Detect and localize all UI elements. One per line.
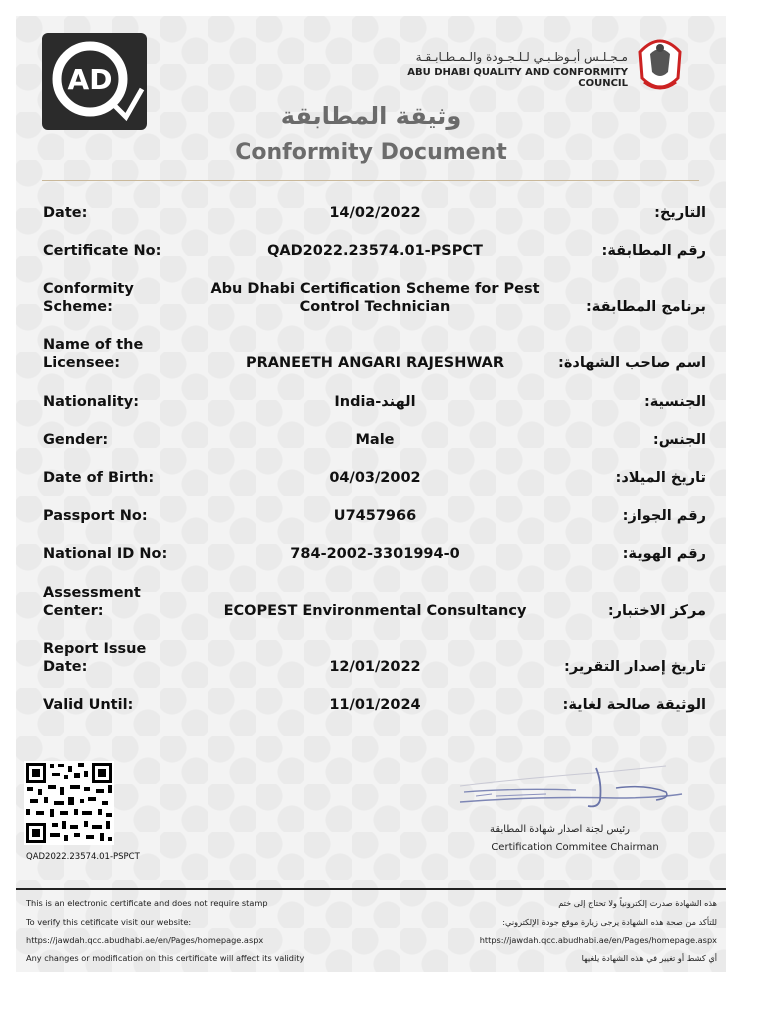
field-label-ar: رقم الجواز: [622,508,706,524]
field-value-scheme: Abu Dhabi Certification Scheme for Pest Control Technician [210,281,540,315]
council-name-en: ABU DHABI QUALITY AND CONFORMITY COUNCIL [407,67,628,89]
field-value-passport: U7457966 [333,508,417,524]
field-label: Date of Birth: [43,470,155,486]
chairman-title-en: Certification Commitee Chairman [491,842,659,853]
footer-note-ar: هذه الشهادة صدرت إلكترونياً ولا تحتاج إلى ختم [558,898,717,908]
field-label: Nationality: [43,394,140,410]
field-label-ar: رقم المطابقة: [601,243,706,259]
footer-note: To verify this cetificate visit our website: [26,917,192,927]
field-label: Certificate No: [43,243,162,259]
field-label-ar: الوثيقة صالحة لغاية: [562,697,706,713]
field-label: Valid Until: [43,697,134,713]
footer-note-ar: أي كشط أو تغيير في هذه الشهادة يلغيها [581,953,717,963]
chairman-title-ar: رئيس لجنة اصدار شهادة المطابقة [490,824,630,835]
document-title-ar: وثيقة المطابقة [280,102,462,130]
field-label-ar: رقم الهوية: [622,546,706,562]
footer-note: Any changes or modification on this certificate will affect its validity [26,953,305,963]
qr-code [24,761,114,845]
field-label-ar: مركز الاختبار: [607,603,706,619]
field-label: Assessment Center: [43,585,141,619]
header-divider [42,180,699,181]
footer-note: This is an electronic certificate and does not require stamp [26,898,268,908]
council-name-ar: مـجـلـس أبـوظـبـي لـلـجـودة والـمـطـابـقـة [415,50,628,64]
field-label: National ID No: [43,546,168,562]
chairman-signature [456,758,686,818]
footer-verify-link-ar[interactable]: https://jawdah.qcc.abudhabi.ae/en/Pages/homepage.aspx [479,935,717,945]
document-title-en: Conformity Document [235,140,507,165]
field-label: Date: [43,205,88,221]
footer-note-ar: للتأكد من صحة هذه الشهادة يرجى زيارة موقع جودة الإلكتروني: [502,917,717,927]
field-value-dob: 04/03/2002 [329,470,421,486]
field-label-ar: التاريخ: [654,205,706,221]
abu-dhabi-emblem-icon [634,32,686,98]
logo-text: AD [67,63,113,96]
field-value-valid-until: 11/01/2024 [329,697,421,713]
field-label-ar: تاريخ إصدار التقرير: [564,659,706,675]
field-label-ar: تاريخ الميلاد: [615,470,706,486]
field-label-ar: اسم صاحب الشهادة: [558,355,706,371]
field-label: Report Issue Date: [43,641,147,675]
field-value-date: 14/02/2022 [329,205,421,221]
footer-divider [16,888,726,890]
field-label-ar: الجنس: [652,432,706,448]
field-value-gender: Male [355,432,395,448]
field-value-licensee-name: PRANEETH ANGARI RAJESHWAR [245,355,505,371]
field-value-national-id: 784-2002-3301994-0 [290,546,460,562]
field-label: Passport No: [43,508,148,524]
field-label: Conformity Scheme: [43,281,134,315]
field-label-ar: برنامج المطابقة: [585,299,706,315]
qr-caption: QAD2022.23574.01-PSPCT [26,852,140,862]
field-label-ar: الجنسية: [643,394,706,410]
field-value-certificate-no: QAD2022.23574.01-PSPCT [267,243,483,259]
field-value-report-issue-date: 12/01/2022 [329,659,421,675]
field-value-assessment-center: ECOPEST Environmental Consultancy [223,603,527,619]
footer-verify-link[interactable]: https://jawdah.qcc.abudhabi.ae/en/Pages/homepage.aspx [26,935,264,945]
field-label: Gender: [43,432,109,448]
field-value-nationality: India-الهند [334,394,416,410]
field-label: Name of the Licensee: [43,337,144,371]
